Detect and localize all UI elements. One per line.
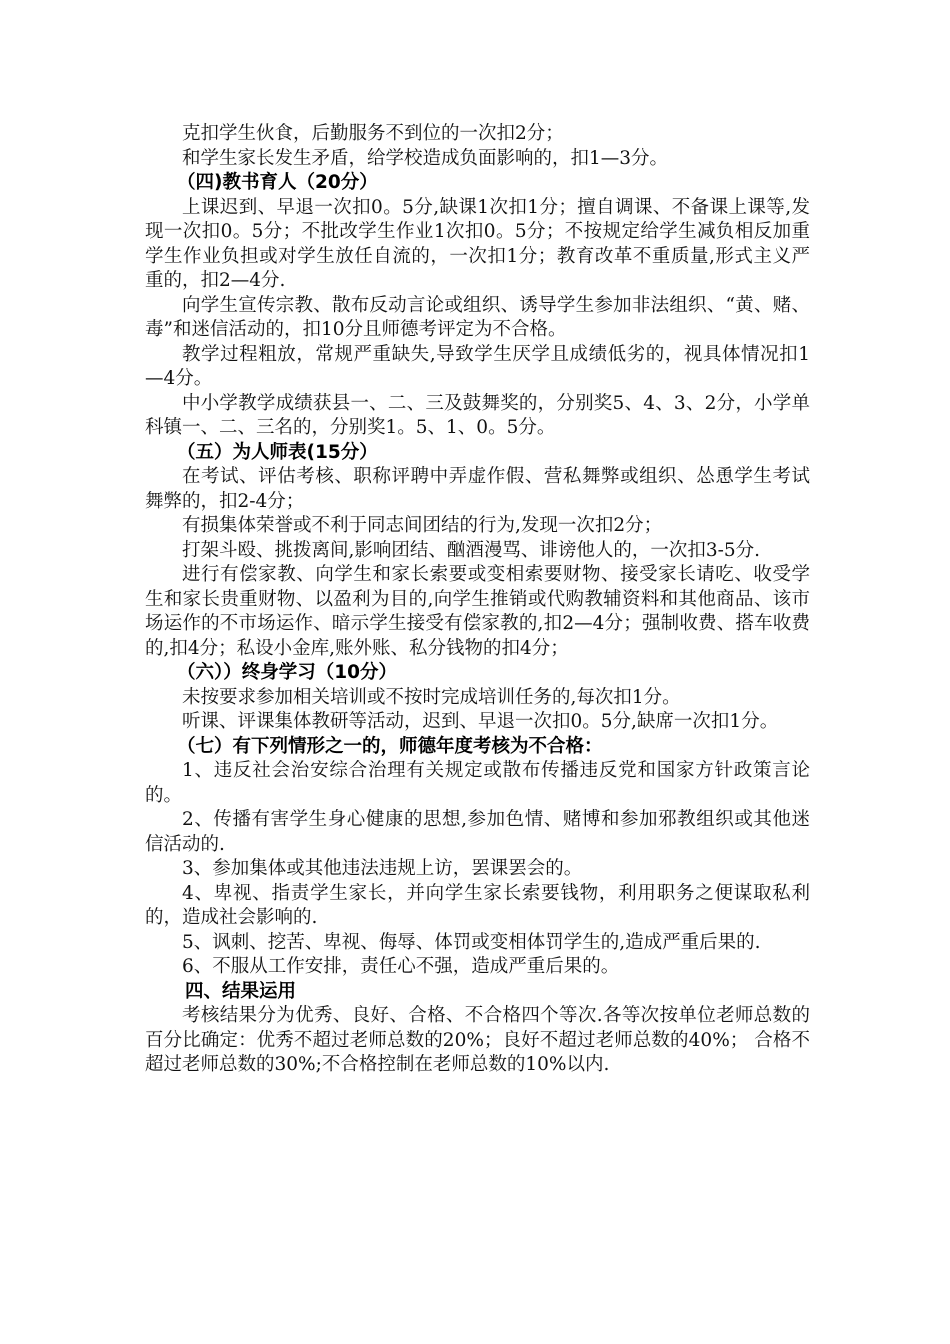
paragraph: 教学过程粗放，常规严重缺失,导致学生厌学且成绩低劣的，视具体情况扣1—4分。: [145, 343, 810, 389]
paragraph: 在考试、评估考核、职称评聘中弄虚作假、营私舞弊或组织、怂恿学生考试舞弊的，扣2-4分；: [145, 466, 810, 512]
section-heading: （五）为人师表(15分）: [177, 441, 378, 463]
paragraph: 和学生家长发生矛盾，给学校造成负面影响的，扣1—3分。: [182, 147, 669, 169]
paragraph: 3、参加集体或其他违法违规上访，罢课罢会的。: [182, 858, 583, 879]
paragraph: 6、不服从工作安排，责任心不强，造成严重后果的。: [182, 956, 620, 977]
paragraph: 5、讽刺、挖苦、卑视、侮辱、体罚或变相体罚学生的,造成严重后果的.: [182, 931, 761, 953]
paragraph: 有损集体荣誉或不利于同志间团结的行为,发现一次扣2分；: [182, 515, 663, 536]
major-heading: 四、结果运用: [185, 980, 297, 1002]
paragraph: 克扣学生伙食，后勤服务不到位的一次扣2分；: [182, 123, 564, 144]
paragraph: 4、卑视、指责学生家长，并向学生家长索要钱物，利用职务之便谋取私利的，造成社会影响的.: [145, 882, 810, 928]
section-heading: （七）有下列情形之一的，师德年度考核为不合格：: [177, 735, 603, 757]
paragraph: 中小学教学成绩获县一、二、三及鼓舞奖的，分别奖5、4、3、2分，小学单科镇一、二、三名的，分别奖1。5、1、0。5分。: [145, 392, 810, 438]
paragraph: 考核结果分为优秀、良好、合格、不合格四个等次.各等次按单位老师总数的百分比确定：优秀不超过老师总数的20%；良好不超过老师总数的40%； 合格不超过老师总数的30%;不合格控制在老师总数的10%以内.: [145, 1005, 810, 1075]
paragraph: 向学生宣传宗教、散布反动言论或组织、诱导学生参加非法组织、“黄、赌、毒”和迷信活动的，扣10分且师德考评定为不合格。: [145, 294, 810, 340]
paragraph: 听课、评课集体教研等活动，迟到、早退一次扣0。5分,缺席一次扣1分。: [182, 711, 779, 732]
section-heading: （四)教书育人（20分）: [177, 172, 378, 193]
paragraph: 上课迟到、早退一次扣0。5分,缺课1次扣1分；擅自调课、不备课上课等,发现一次扣0。5分；不批改学生作业1次扣0。5分；不按规定给学生减负相反加重学生作业负担或对学生放任自流的，一次扣1分；教育改革不重质量,形式主义严重的，扣2—4分.: [145, 196, 810, 291]
section-heading: （六））终身学习（10分）: [177, 662, 397, 683]
paragraph: 进行有偿家教、向学生和家长索要或变相索要财物、接受家长请吃、收受学生和家长贵重财物、以盈利为目的,向学生推销或代购教辅资料和其他商品、该市场运作的不市场运作、暗示学生接受有偿家教的,扣2—4分；强制收费、搭车收费的,扣4分；私设小金库,账外账、私分钱物的扣4分；: [145, 564, 810, 659]
document-body: [145, 122, 810, 1078]
paragraph: 1、违反社会治安综合治理有关规定或散布传播违反党和国家方针政策言论的。: [145, 760, 810, 806]
paragraph: 未按要求参加相关培训或不按时完成培训任务的,每次扣1分。: [182, 686, 681, 708]
paragraph: 打架斗殴、挑拨离间,影响团结、酗酒漫骂、诽谤他人的，一次扣3-5分.: [182, 539, 761, 561]
paragraph: 2、传播有害学生身心健康的思想,参加色情、赌博和参加邪教组织或其他迷信活动的.: [145, 809, 810, 855]
